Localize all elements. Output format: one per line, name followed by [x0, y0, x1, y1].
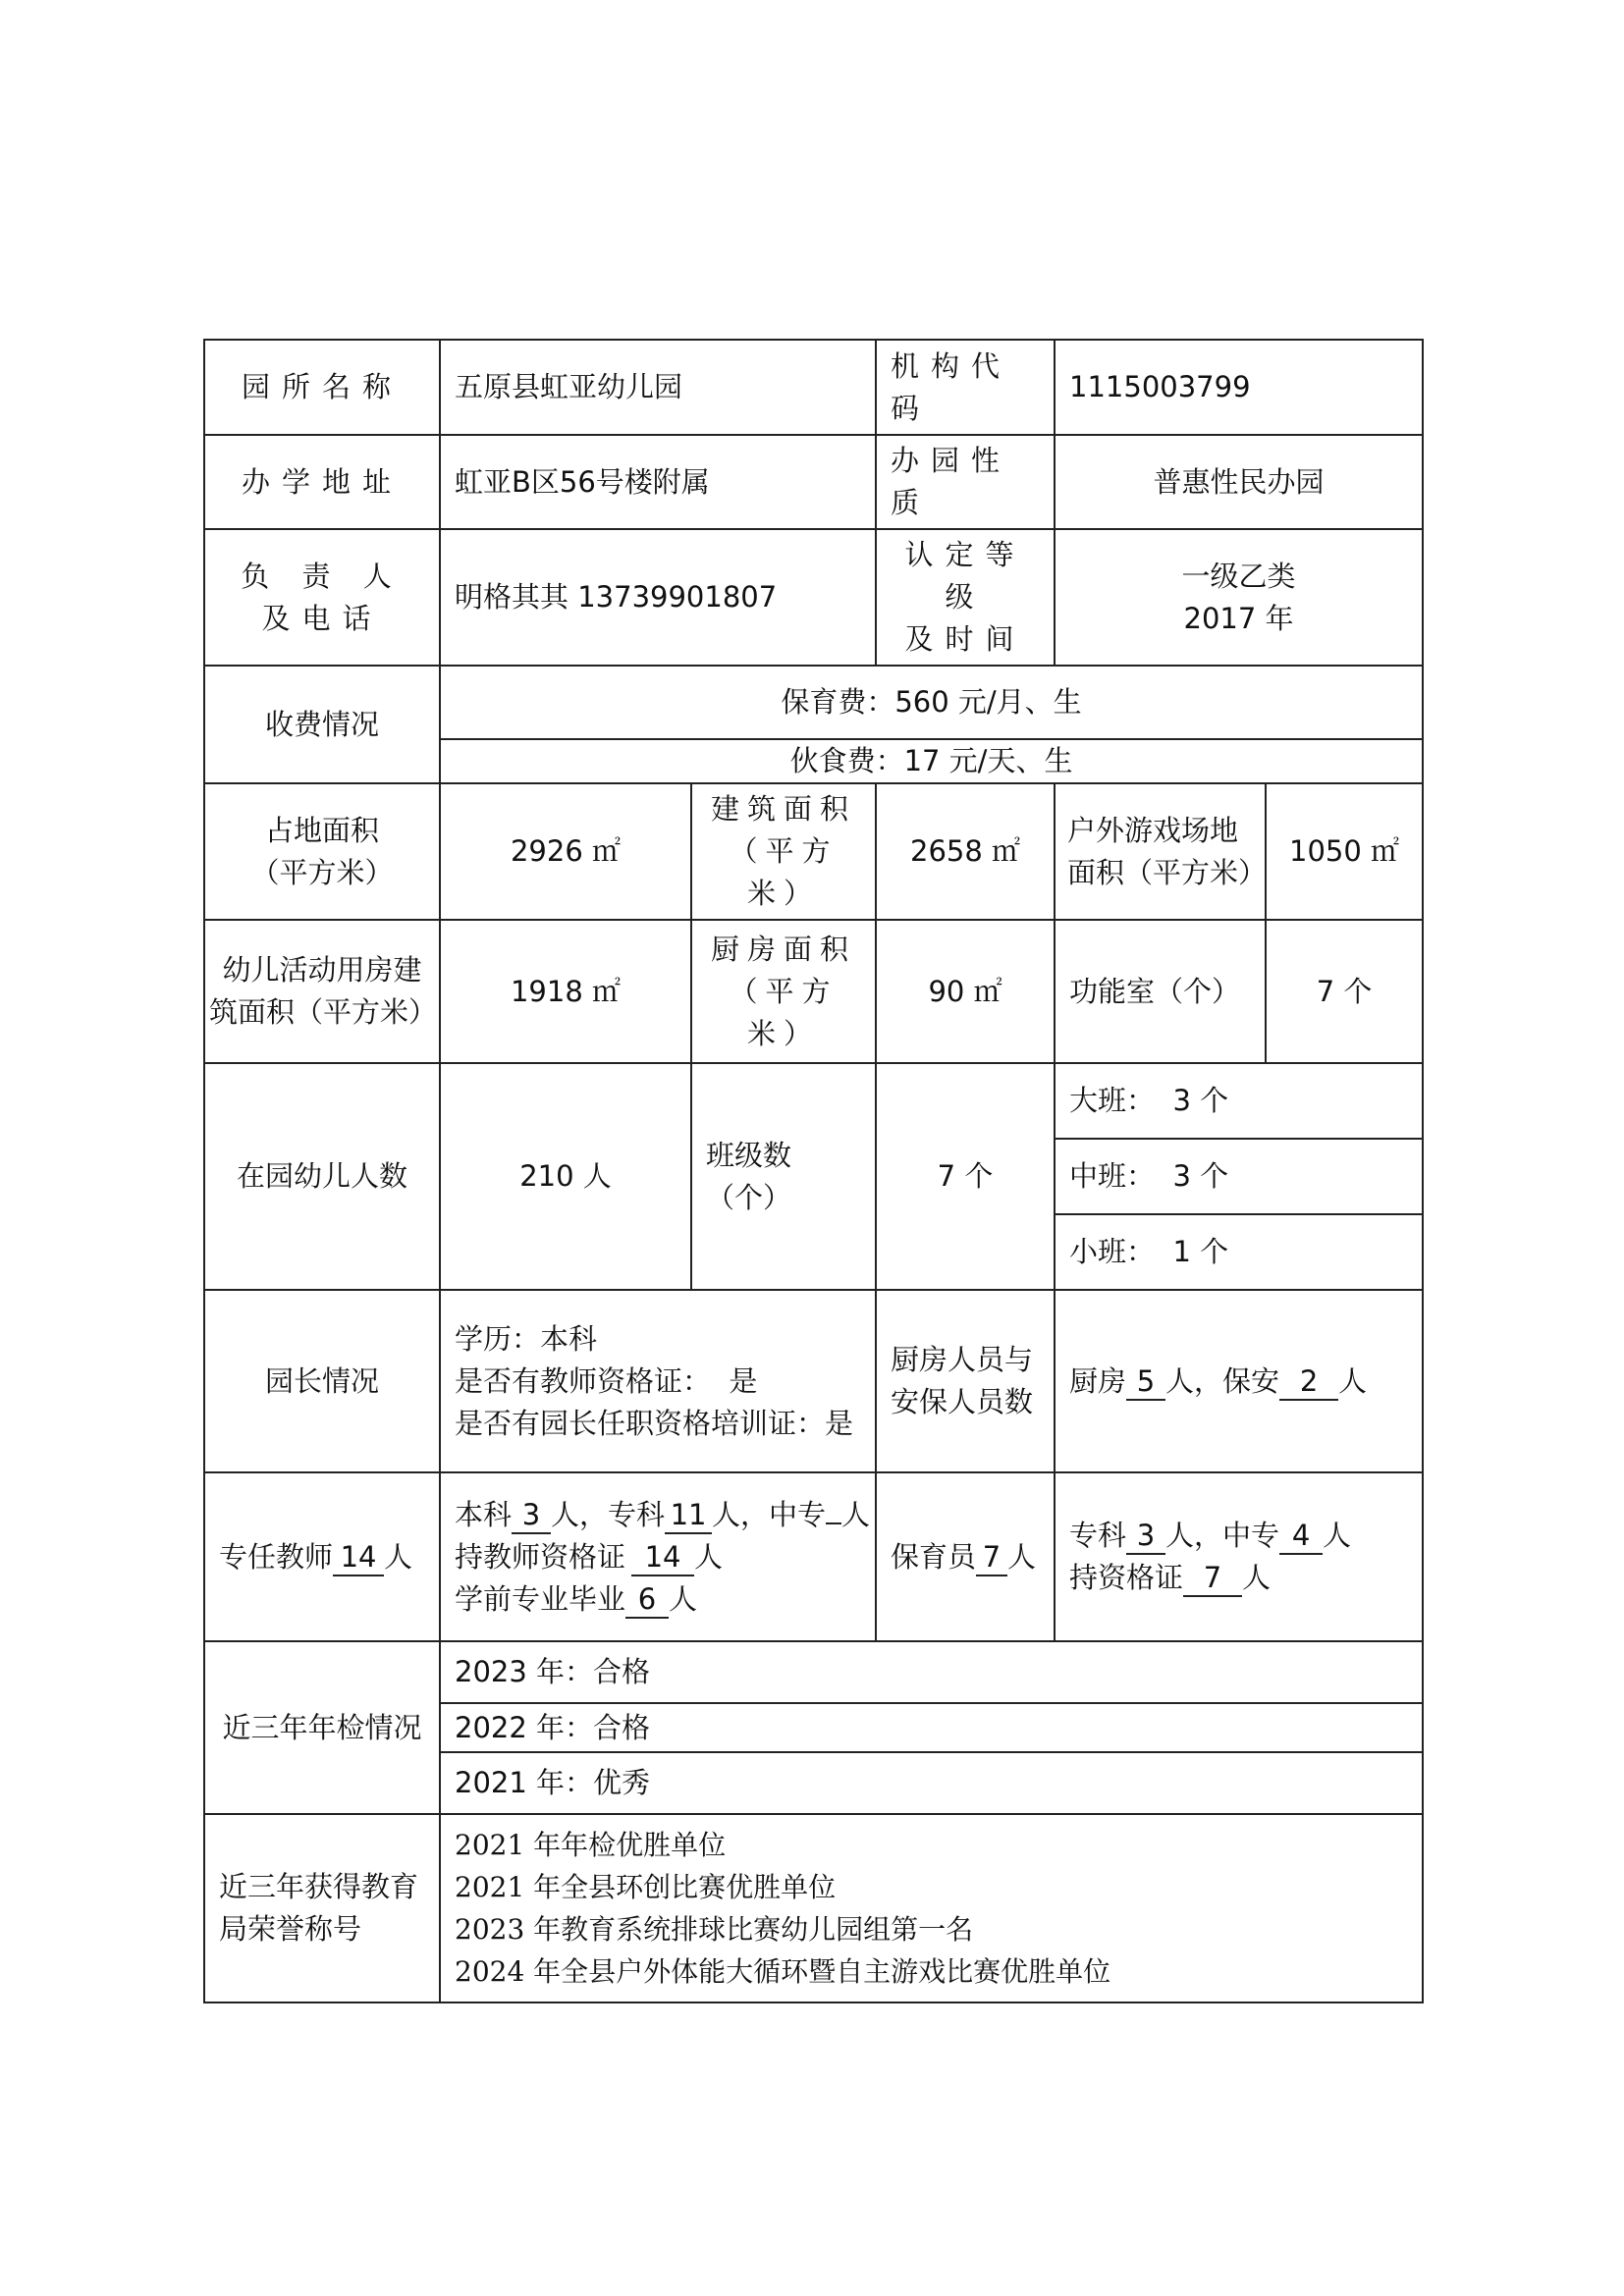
person-label-line-1: 负 责 人 — [241, 559, 404, 593]
teachers-label-prefix: 专任教师 — [219, 1539, 334, 1574]
building-value: 2658 ㎡ — [876, 783, 1055, 920]
staff-value — [1055, 1290, 1423, 1472]
nature-value: 普惠性民办园 — [1055, 435, 1423, 529]
outdoor-label — [1055, 783, 1266, 920]
address-label: 办学地址 — [204, 435, 440, 529]
preschool-prefix: 学前专业毕业 — [455, 1581, 626, 1616]
staff-label-line-1: 厨房人员与 — [891, 1343, 1034, 1376]
inspection-2021: 2021 年：优秀 — [440, 1752, 1423, 1814]
kitchen-area-value: 90 ㎡ — [876, 920, 1055, 1063]
care-fee: 保育费：560 元/月、生 — [440, 666, 1423, 739]
principal-education: 学历：本科 — [455, 1321, 598, 1356]
building-label-line-2: （平方米） — [729, 834, 839, 910]
college-suffix: 人，中专 — [712, 1497, 827, 1531]
principal-training-cert: 是否有园长任职资格培训证：是 — [455, 1406, 854, 1440]
nature-label: 办园性质 — [876, 435, 1055, 529]
preschool-count: 6 — [625, 1581, 669, 1619]
bachelor-prefix: 本科 — [455, 1497, 513, 1531]
secondary-suffix: 人 — [841, 1497, 871, 1531]
code-label: 机构代码 — [876, 340, 1055, 435]
activity-label — [204, 920, 440, 1063]
nurse-details — [1055, 1472, 1423, 1641]
fees-label: 收费情况 — [204, 666, 440, 783]
nurse-cert-prefix: 持资格证 — [1069, 1561, 1184, 1594]
honor-item: 2023 年教育系统排球比赛幼儿园组第一名 — [455, 1913, 974, 1946]
nurse-label — [876, 1472, 1055, 1641]
principal-teacher-cert: 是否有教师资格证： 是 — [455, 1363, 758, 1398]
kitchen-staff-suffix: 人，保安 — [1165, 1363, 1280, 1398]
row-inspection-2023 — [204, 1641, 1423, 1703]
small-class: 小班： 1 个 — [1055, 1214, 1423, 1290]
honors-label-line-1: 近三年获得教育 — [219, 1870, 419, 1903]
nurse-college-prefix: 专科 — [1069, 1519, 1127, 1552]
nurse-cert-suffix: 人 — [1242, 1561, 1272, 1594]
kitchen-staff-prefix: 厨房 — [1069, 1363, 1127, 1398]
grade-label — [876, 529, 1055, 666]
nurse-secondary-count: 4 — [1279, 1518, 1323, 1555]
staff-label — [876, 1290, 1055, 1472]
teachers-label — [204, 1472, 440, 1641]
staff-label-line-2: 安保人员数 — [891, 1385, 1034, 1418]
bachelor-count: 3 — [512, 1497, 551, 1534]
security-staff-suffix: 人 — [1338, 1363, 1368, 1398]
kitchen-staff-count: 5 — [1126, 1363, 1165, 1401]
land-label-line-2: （平方米） — [250, 855, 394, 889]
inspection-2022: 2022 年：合格 — [440, 1703, 1423, 1752]
children-label: 在园幼儿人数 — [204, 1063, 440, 1290]
nurse-degree-line — [1069, 1515, 1408, 1557]
building-label-line-1: 建筑面积 — [711, 792, 857, 826]
nurse-college-count: 3 — [1126, 1518, 1165, 1555]
activity-value: 1918 ㎡ — [440, 920, 691, 1063]
nurse-cert-line — [1069, 1557, 1408, 1599]
building-label — [691, 783, 876, 920]
meal-fee: 伙食费：17 元/天、生 — [440, 739, 1423, 783]
function-room-label: 功能室（个） — [1055, 920, 1266, 1063]
name-value: 五原县虹亚幼儿园 — [440, 340, 876, 435]
person-value: 明格其其 13739901807 — [440, 529, 876, 666]
kitchen-area-label-line-2: （平方米） — [729, 974, 839, 1050]
teachers-cert-line — [455, 1536, 871, 1578]
activity-label-line-2: 筑面积（平方米） — [209, 995, 438, 1029]
outdoor-label-line-2: 面积（平方米） — [1067, 855, 1268, 889]
honors-list — [440, 1814, 1423, 2002]
teacher-cert-suffix: 人 — [694, 1539, 724, 1574]
college-count: 11 — [665, 1497, 712, 1534]
row-name — [204, 340, 1423, 435]
classes-value: 7 个 — [876, 1063, 1055, 1290]
grade-label-line-1: 认定等级 — [904, 538, 1026, 614]
row-teachers — [204, 1472, 1423, 1641]
principal-label: 园长情况 — [204, 1290, 440, 1472]
nurse-count: 7 — [976, 1539, 1007, 1576]
classes-label: 班级数（个） — [691, 1063, 876, 1290]
outdoor-label-line-1: 户外游戏场地 — [1067, 813, 1239, 847]
row-rooms — [204, 920, 1423, 1063]
activity-label-line-1: 幼儿活动用房建 — [222, 953, 422, 987]
row-areas — [204, 783, 1423, 920]
nurse-cert-count: 7 — [1183, 1560, 1242, 1597]
function-room-value: 7 个 — [1266, 920, 1423, 1063]
middle-class: 中班： 3 个 — [1055, 1139, 1423, 1214]
bachelor-suffix: 人，专科 — [551, 1497, 666, 1531]
teachers-preschool-line — [455, 1578, 871, 1621]
person-label — [204, 529, 440, 666]
teachers-label-suffix: 人 — [384, 1539, 413, 1574]
code-value: 1115003799 — [1055, 340, 1423, 435]
teachers-label-count: 14 — [333, 1539, 384, 1576]
inspections-label: 近三年年检情况 — [204, 1641, 440, 1814]
land-label-line-1: 占地面积 — [264, 813, 379, 847]
nurse-prefix: 保育员 — [891, 1539, 977, 1574]
outdoor-value: 1050 ㎡ — [1266, 783, 1423, 920]
nurse-secondary-suffix: 人 — [1323, 1519, 1352, 1552]
honor-item: 2021 年年检优胜单位 — [455, 1829, 727, 1861]
honor-item: 2024 年全县户外体能大循环暨自主游戏比赛优胜单位 — [455, 1955, 1111, 1988]
honor-item: 2021 年全县环创比赛优胜单位 — [455, 1871, 837, 1903]
kitchen-area-label — [691, 920, 876, 1063]
name-label: 园所名称 — [204, 340, 440, 435]
row-principal — [204, 1290, 1423, 1472]
children-count: 210 人 — [440, 1063, 691, 1290]
kindergarten-info-table — [203, 339, 1424, 2003]
big-class: 大班： 3 个 — [1055, 1063, 1423, 1139]
land-label — [204, 783, 440, 920]
row-person — [204, 529, 1423, 666]
row-fees-care — [204, 666, 1423, 739]
grade-value — [1055, 529, 1423, 666]
row-children-big — [204, 1063, 1423, 1139]
teacher-cert-prefix: 持教师资格证 — [455, 1539, 626, 1574]
grade-label-line-2: 及时间 — [904, 622, 1026, 656]
teachers-degree-line — [455, 1494, 871, 1536]
row-honors — [204, 1814, 1423, 2002]
honors-label-line-2: 局荣誉称号 — [219, 1912, 362, 1946]
preschool-suffix: 人 — [669, 1581, 698, 1616]
nurse-college-suffix: 人，中专 — [1165, 1519, 1280, 1552]
security-staff-count: 2 — [1279, 1363, 1338, 1401]
row-address — [204, 435, 1423, 529]
grade-value-line-1: 一级乙类 — [1181, 559, 1296, 593]
nurse-suffix: 人 — [1007, 1539, 1037, 1574]
honors-label — [204, 1814, 440, 2002]
kitchen-area-label-line-1: 厨房面积 — [711, 932, 857, 966]
grade-value-line-2: 2017 年 — [1183, 601, 1294, 635]
principal-details — [440, 1290, 876, 1472]
teachers-details — [440, 1472, 876, 1641]
secondary-count-blank — [826, 1522, 841, 1524]
teacher-cert-count: 14 — [631, 1539, 694, 1576]
address-value: 虹亚B区56号楼附属 — [440, 435, 876, 529]
inspection-2023: 2023 年：合格 — [440, 1641, 1423, 1703]
land-value: 2926 ㎡ — [440, 783, 691, 920]
person-label-line-2: 及电话 — [261, 601, 383, 635]
